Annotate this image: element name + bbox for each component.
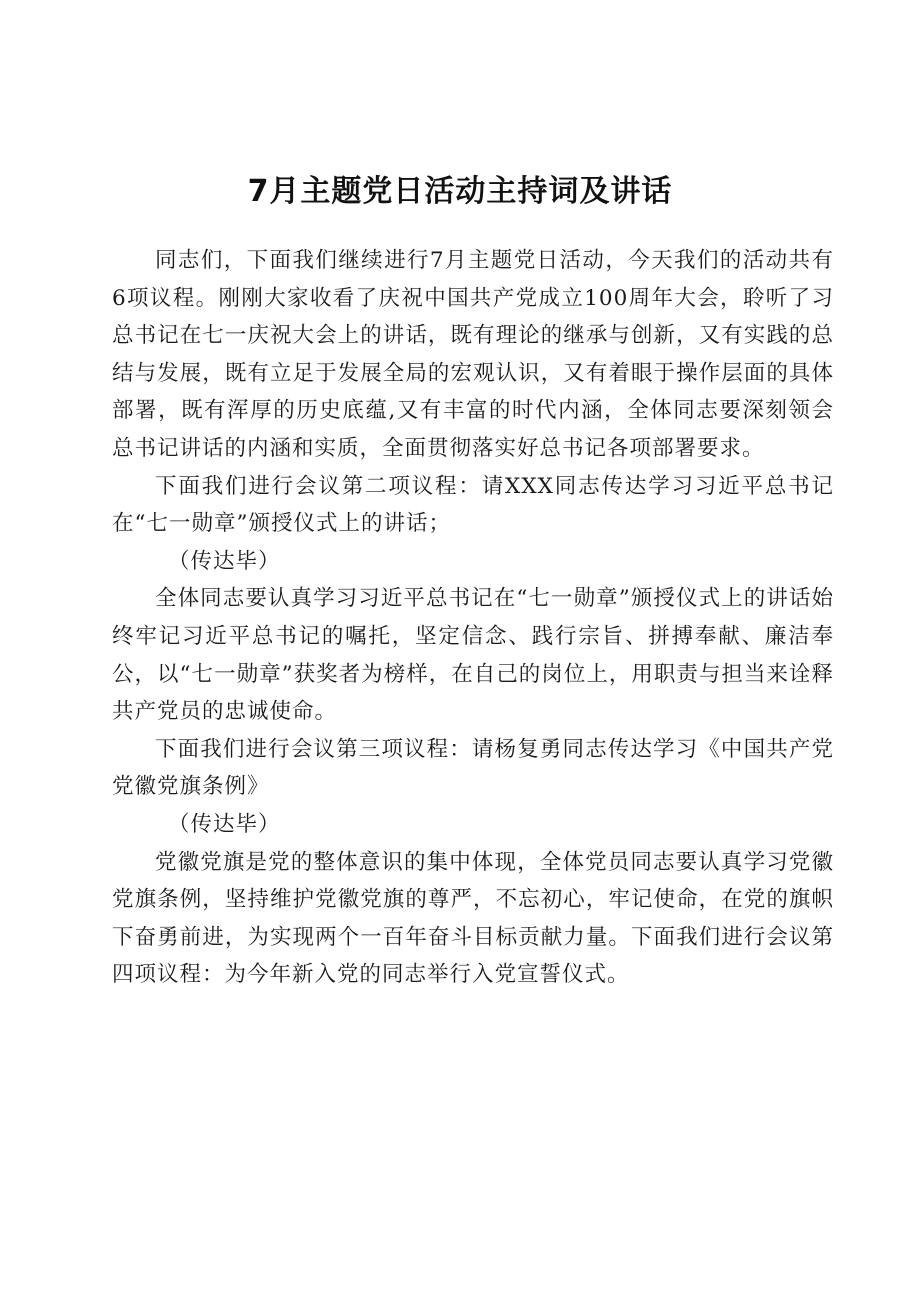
paragraph-medal-speech: 全体同志要认真学习习近平总书记在“七一勋章”颁授仪式上的讲话始终牢记习近平总书记的嘱托，坚定信念、践行宗旨、拼搏奉献、廉洁奉公，以“七一勋章”获奖者为榜样，在自己的岗位上，用职责与担当来诠释共产党员的忠诚使命。 — [112, 586, 834, 725]
paragraph-opening: 同志们，下面我们继续进行7月主题党日活动，今天我们的活动共有6项议程。刚刚大家收看了庆祝中国共产党成立100周年大会，聆听了习总书记在七一庆祝大会上的讲话，既有理论的继承与创新，又有实践的总结与发展，既有立足于发展全局的宏观认识，又有着眼于操作层面的具体部署，既有浑厚的历史底蕴,又有丰富的时代内涵，全体同志要深刻领会总书记讲话的内涵和实质，全面贯彻落实好总书记各项部署要求。 — [112, 248, 834, 461]
paragraph-agenda-three: 下面我们进行会议第三项议程：请杨复勇同志传达学习《中国共产党党徽党旗条例》 — [112, 736, 834, 800]
document-body — [112, 242, 834, 994]
note-relay-finished: （传达毕） — [168, 811, 281, 837]
paragraph-agenda-two: 下面我们进行会议第二项议程：请XXX同志传达学习习近平总书记在“七一勋章”颁授仪式上的讲话； — [112, 473, 834, 537]
document-title: 7月主题党日活动主持词及讲话 — [247, 174, 673, 209]
note-relay-finished: （传达毕） — [168, 548, 281, 574]
paragraph-emblem-flag: 党徽党旗是党的整体意识的集中体现，全体党员同志要认真学习党徽党旗条例，坚持维护党徽党旗的尊严，不忘初心，牢记使命，在党的旗帜下奋勇前进，为实现两个一百年奋斗目标贡献力量。下面我们进行会议第四项议程：为今年新入党的同志举行入党宣誓仪式。 — [112, 849, 834, 988]
